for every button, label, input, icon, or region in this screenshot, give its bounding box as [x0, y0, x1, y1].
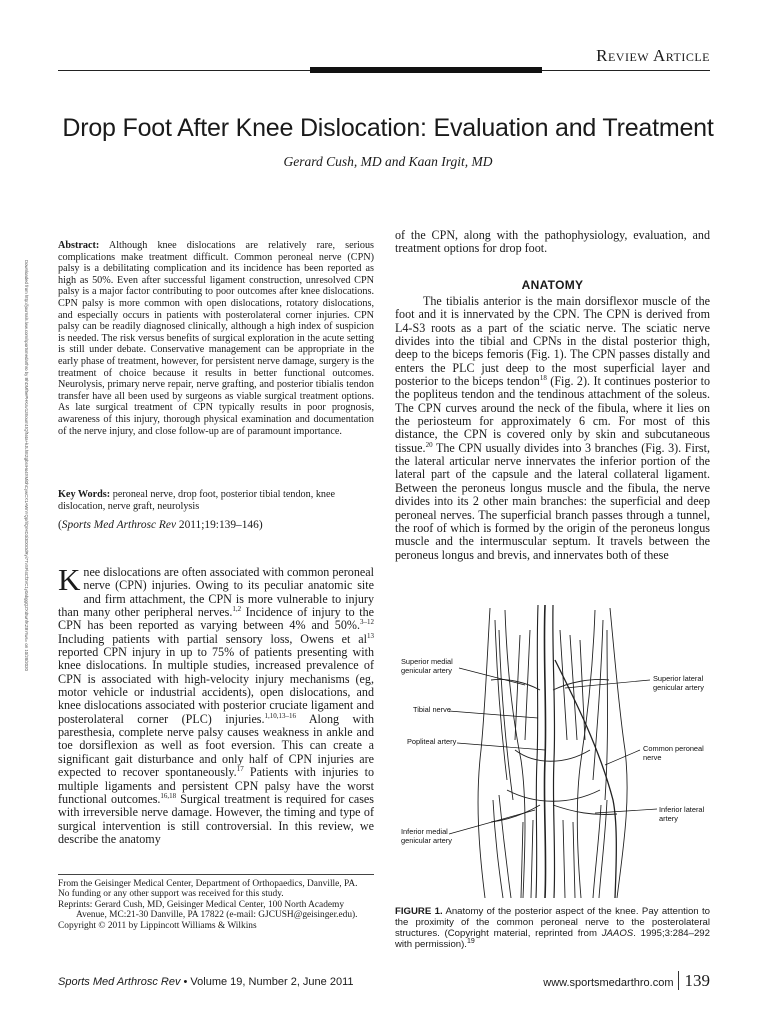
intro-text: Patients with injuries to multiple ligaments and persistent CPN palsy have the worst functional outcomes.	[58, 765, 374, 806]
article-title: Drop Foot After Knee Dislocation: Evaluation and Treatment	[62, 114, 714, 142]
footnote-rule	[58, 874, 374, 875]
header-rule-accent	[310, 67, 542, 73]
ref-superscript: 3–12	[360, 618, 374, 627]
drop-cap: K	[58, 562, 81, 597]
page-number: 139	[678, 971, 711, 990]
intro-paragraph	[58, 562, 374, 846]
intro-text: Incidence of injury to the CPN has been reported as varying between 4% and 50%.	[58, 605, 374, 633]
abstract	[58, 240, 374, 437]
abstract-text: Although knee dislocations are relatively rare, serious complications make treatment difficult. Common peroneal nerve (CPN) palsy is a debilitating complication and its incidence has been reported as high as 50%. Even after successful ligament construction, unresolved CPN palsy is a major factor contributing to poor outcomes after knee dislocations. CPN palsy is more common with open dislocations, rotatory dislocations, and especially occurs in patients with posterolateral corner injuries. CPN palsy can be readily diagnosed clinically, although a high index of suspicion is needed. The risk versus benefits of surgical exploration in the acute setting is still under debate. Conservative management can be appropriate in the early phase of treatment, however, for persistent nerve damage, surgery is the treatment of choice because it results in better functional outcomes. Neurolysis, primary nerve repair, nerve grafting, and posterior tibialis tendon transfer have all been used by surgeons as viable surgical treatment options. As late surgical treatment of CPN typically results in poor prognosis, awareness of this injury, thorough physical examination and documentation of the nerve injury, and close follow-up are of paramount importance.	[58, 240, 375, 437]
citation-open: (	[58, 519, 62, 531]
label-superior-lateral-genicular-artery: Superior lateral genicular artery	[653, 674, 704, 692]
download-watermark	[20, 260, 32, 690]
ref-superscript: 18	[539, 374, 547, 383]
footer-issue: • Volume 19, Number 2, June 2011	[180, 976, 354, 988]
ref-superscript: 17	[236, 765, 244, 774]
anatomy-text: (Fig. 2). It continues posterior to the popliteus tendon and the tendinous attachment of the soleus. The CPN curves around the neck of the fibula, where it lies on the periosteum for approximately 6 cm. For most of this distance, the CPN is covered only by skin and subcutaneous tissue.	[395, 374, 710, 455]
footnote-affiliation: From the Geisinger Medical Center, Department of Orthopaedics, Danville, PA.	[58, 879, 358, 889]
footnote-reprints: Reprints: Gerard Cush, MD, Geisinger Medical Center, 100 North Academy Avenue, MC:21-30 Danville, PA 17822 (e-mail: GJCUSH@geisinger.edu).	[58, 899, 358, 921]
footer-journal-info	[58, 976, 388, 988]
authors: Gerard Cush, MD and Kaan Irgit, MD	[283, 154, 493, 169]
footnotes	[58, 879, 374, 931]
caption-text: Anatomy of the posterior aspect of the knee. Pay attention to the proximity of the common peroneal nerve to the posterolateral structures. (Copyright material, reprinted from	[395, 906, 710, 940]
anatomy-heading: ANATOMY	[521, 278, 584, 292]
ref-superscript: 13	[367, 631, 374, 640]
anatomy-text: The tibialis anterior is the main dorsiflexor muscle of the foot and it is innervated by the CPN. The CPN is derived from L4-S3 roots as a part of the sciatic nerve. The sciatic nerve divides into the tibial and CPNs in the distal posterior thigh, deep to the biceps femoris (Fig. 1). The CPN passes distally and enters the PLC just deep to the most superficial layer and posterior to the biceps tendon	[395, 294, 710, 389]
anatomy-text: The CPN usually divides into 3 branches (Fig. 3). First, the lateral articular nerve innervates the inferior portion of the lateral part of the capsule and the lateral collateral ligament. Between the peroneus longus muscle and the fibula, the nerve divides into its 2 other main branches: the superficial and deep peroneal nerves. The superficial branch passes through a tunnel, the roof of which is formed by the origin of the peroneus longus muscle and the intermuscular septum. It travels between the peroneus longus and brevis, and innervates both of these	[395, 440, 710, 562]
label-tibial-nerve: Tibial nerve	[413, 705, 451, 714]
section-label: Review Article	[596, 46, 710, 65]
abstract-label: Abstract:	[58, 240, 100, 251]
ref-superscript: 16,18	[160, 791, 177, 800]
label-inferior-lateral-artery: Inferior lateral artery	[659, 805, 705, 823]
citation-details: 2011;19:139–146)	[178, 519, 263, 531]
caption-label: FIGURE 1.	[395, 906, 443, 917]
figure-1	[395, 600, 710, 900]
caption-journal: JAAOS	[601, 928, 634, 940]
intro-text: reported CPN injury in up to 75% of patients presenting with knee dislocations. In multiple studies, increased prevalence of CPN is associated with high-velocity injury mechanisms (eg, motor vehicle or industrial accidents), open dislocations, and knee dislocations associated with posterior cruciate ligament and posterolateral corner (PLC) injuries.	[58, 645, 374, 726]
label-common-peroneal-nerve: Common peroneal nerve	[643, 744, 704, 762]
label-superior-medial-genicular-artery: Superior medial genicular artery	[401, 657, 453, 675]
intro-text: Along with paresthesia, complete nerve palsy causes weakness in ankle and toe dorsiflexion as well as foot eversion. This can create a significant gait disturbance and only half of CPN injuries are expected to recover spontaneously.	[58, 711, 374, 780]
label-inferior-medial-genicular-artery: Inferior medial genicular artery	[401, 827, 452, 845]
figure-caption	[395, 906, 710, 950]
footnote-funding: No funding or any other support was received for this study.	[58, 889, 284, 900]
ref-superscript: 1,2	[232, 605, 242, 613]
intro-text: Surgical treatment is required for cases with irreversible nerve damage. However, the timing and type of surgical intervention is still controversial. In this review, we describe the anatomy	[58, 791, 374, 846]
footer-right	[470, 971, 710, 991]
caption-text-end: . 1995;3:284–292 with permission).	[395, 928, 710, 951]
anatomy-paragraph	[395, 295, 710, 562]
intro-text: Including patients with partial sensory loss, Owens et al	[58, 631, 367, 646]
ref-superscript: 1,10,13–16	[264, 711, 297, 720]
keywords-label: Key Words:	[58, 489, 111, 500]
keywords	[58, 489, 374, 513]
citation	[58, 519, 374, 531]
intro-text: nee dislocations are often associated with common peroneal nerve (CPN) injuries. Owing to its peculiar anatomic site and firm attachment, the CPN is more vulnerable to injury than many other peripheral nerves.	[58, 565, 374, 620]
footer-journal: Sports Med Arthrosc Rev	[58, 976, 181, 988]
footnote-copyright: Copyright © 2011 by Lippincott Williams & Wilkins	[58, 920, 257, 931]
citation-journal: Sports Med Arthrosc Rev	[61, 519, 177, 531]
download-watermark-text: Downloaded from http://journals.lww.com/sportsmedarthro by BhDMf5ePHKav1zEoum1tQfN4a+kJLhEZgbsIHo4XMi0hCywCX1AWnYQp/IlQrHD3i3D0OdRyi7TvSFl4Cf3VC1y0abggQZXdtwnfKZBYtws= on 10/28/2020	[24, 260, 29, 671]
label-popliteal-artery: Popliteal artery	[407, 737, 457, 746]
ref-superscript: 20	[425, 440, 433, 449]
intro-continuation: of the CPN, along with the pathophysiology, evaluation, and treatment options for drop foot.	[395, 228, 710, 256]
ref-superscript: 19	[466, 938, 475, 946]
keywords-text: peroneal nerve, drop foot, posterior tibial tendon, knee dislocation, nerve graft, neurolysis	[58, 489, 336, 512]
footer-website[interactable]: www.sportsmedarthro.com	[543, 977, 674, 989]
